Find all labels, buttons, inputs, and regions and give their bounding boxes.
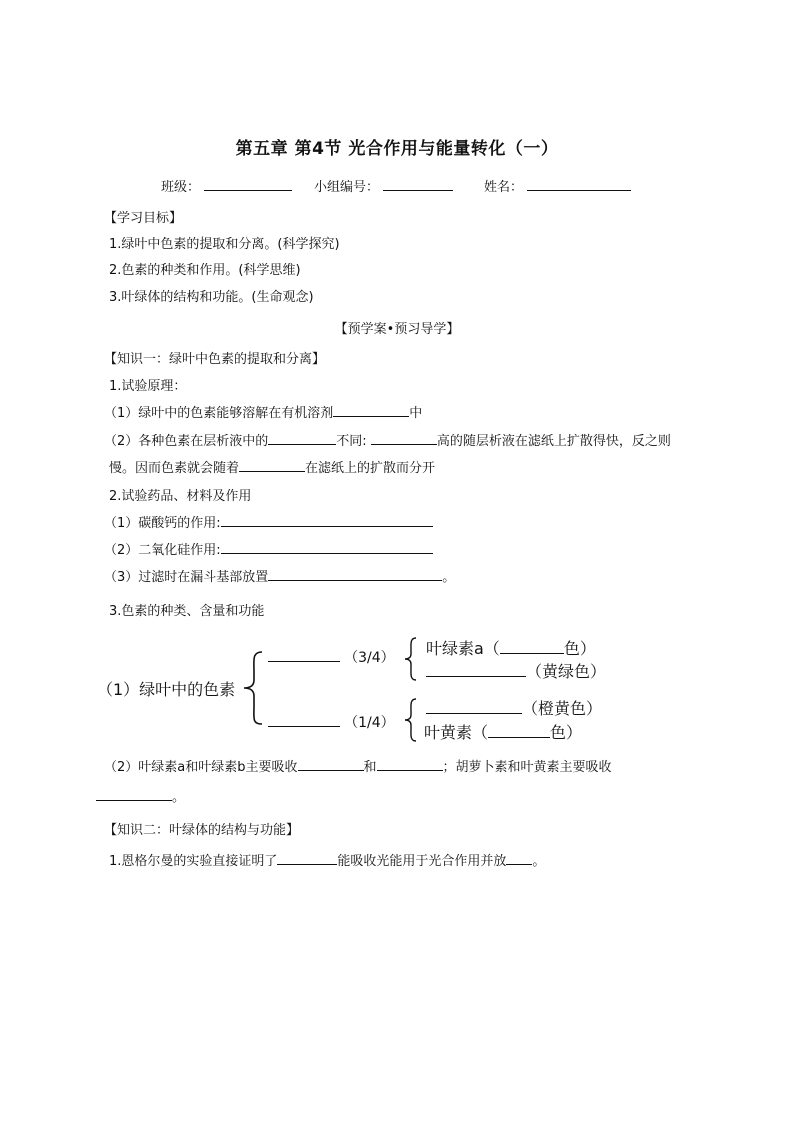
question-line	[96, 786, 185, 805]
answer-blank[interactable]	[488, 721, 550, 738]
answer-blank[interactable]	[268, 647, 340, 662]
question-text: 中	[409, 406, 423, 421]
question-text: 在滤纸上的扩散而分开	[305, 461, 436, 476]
goals-heading: 【学习目标】	[104, 211, 183, 226]
pigment-text: 叶黄素（	[424, 723, 489, 742]
class-field-row	[161, 176, 292, 195]
knowledge1-heading: 【知识一：绿叶中色素的提取和分离】	[104, 352, 326, 367]
answer-blank[interactable]	[500, 637, 564, 654]
pigment-text: （黄绿色）	[526, 662, 607, 681]
question-text: 。	[172, 790, 186, 805]
class-label: 班级：	[161, 180, 201, 195]
question-text: 1.恩格尔曼的实验直接证明了	[109, 854, 278, 869]
answer-blank[interactable]	[377, 756, 443, 771]
question-text: 不同:	[336, 434, 367, 449]
answer-blank[interactable]	[221, 512, 433, 527]
answer-blank[interactable]	[268, 712, 340, 727]
answer-blank[interactable]	[96, 786, 172, 801]
question-line	[104, 756, 612, 775]
question-text: （3）过滤时在漏斗基部放置	[104, 570, 269, 585]
answer-blank[interactable]	[277, 850, 337, 865]
question-text: 慢。因而色素就会随着	[109, 461, 240, 476]
outer-brace-icon	[240, 650, 270, 726]
carotene-row	[426, 696, 602, 719]
name-label: 姓名：	[484, 180, 524, 195]
chlorophyll-a-row	[426, 636, 596, 659]
answer-blank[interactable]	[371, 430, 437, 445]
question-text: （1）碳酸钙的作用:	[104, 516, 221, 531]
question-line	[109, 850, 545, 869]
question-text: 。	[442, 570, 456, 585]
question-text: （2）二氧化硅作用:	[104, 543, 221, 558]
answer-blank[interactable]	[298, 756, 364, 771]
question-text: 。	[532, 854, 546, 869]
question-line	[104, 539, 433, 558]
question-text: 和	[363, 760, 377, 775]
group-blank[interactable]	[383, 176, 453, 191]
lower-branch-row	[268, 712, 395, 732]
question-line	[104, 430, 671, 449]
pigment-text: 色）	[563, 639, 596, 658]
question-text: （1）绿叶中的色素能够溶解在有机溶剂	[104, 406, 334, 421]
question-text: ；胡萝卜素和叶黄素主要吸收	[442, 760, 612, 775]
question-line	[109, 457, 435, 476]
goal-item: 2.色素的种类和作用。(科学思维)	[109, 263, 301, 278]
class-blank[interactable]	[204, 176, 292, 191]
xanthophyll-row	[424, 720, 582, 743]
answer-blank[interactable]	[239, 457, 305, 472]
question-line	[104, 566, 455, 585]
knowledge2-heading: 【知识二：叶绿体的结构与功能】	[104, 823, 300, 838]
answer-blank[interactable]	[506, 850, 532, 865]
answer-blank[interactable]	[268, 566, 442, 581]
answer-blank[interactable]	[221, 539, 433, 554]
name-blank[interactable]	[527, 176, 631, 191]
question-text: 高的随层析液在滤纸上扩散得快，反之则	[436, 434, 671, 449]
answer-blank[interactable]	[268, 430, 336, 445]
question-line	[104, 402, 422, 421]
answer-blank[interactable]	[426, 660, 526, 677]
group-label: 小组编号：	[314, 180, 380, 195]
answer-blank[interactable]	[426, 697, 522, 714]
upper-branch-row	[268, 647, 395, 667]
pigment-text: 色）	[550, 723, 583, 742]
question-text: （2）叶绿素a和叶绿素b主要吸收	[104, 760, 298, 775]
goal-item: 1.绿叶中色素的提取和分离。(科学探究)	[109, 237, 340, 252]
question-text: 能吸收光能用于光合作用并放	[337, 854, 507, 869]
goal-item: 3.叶绿体的结构和功能。(生命观念)	[109, 290, 314, 305]
upper-ratio: （3/4）	[344, 650, 395, 666]
answer-blank[interactable]	[333, 402, 409, 417]
diagram-main-label: （1）绿叶中的色素	[97, 680, 236, 699]
lower-brace-icon	[402, 697, 420, 743]
question-line	[104, 512, 433, 531]
page-title: 第五章 第4节 光合作用与能量转化（一）	[235, 139, 559, 159]
pigment-text: 叶绿素a（	[426, 639, 500, 658]
lower-ratio: （1/4）	[344, 715, 395, 731]
section-pigments: 3.色素的种类、含量和功能	[109, 604, 265, 619]
preview-heading: 【预学案•预习导学】	[334, 322, 460, 337]
section-materials: 2.试验药品、材料及作用	[109, 489, 252, 504]
name-field-row	[484, 176, 631, 195]
upper-brace-icon	[402, 636, 420, 682]
chlorophyll-b-row	[426, 659, 606, 682]
pigment-text: （橙黄色）	[522, 699, 603, 718]
group-field-row	[314, 176, 453, 195]
question-text: （2）各种色素在层析液中的	[104, 434, 269, 449]
section-principle: 1.试验原理：	[109, 379, 187, 394]
